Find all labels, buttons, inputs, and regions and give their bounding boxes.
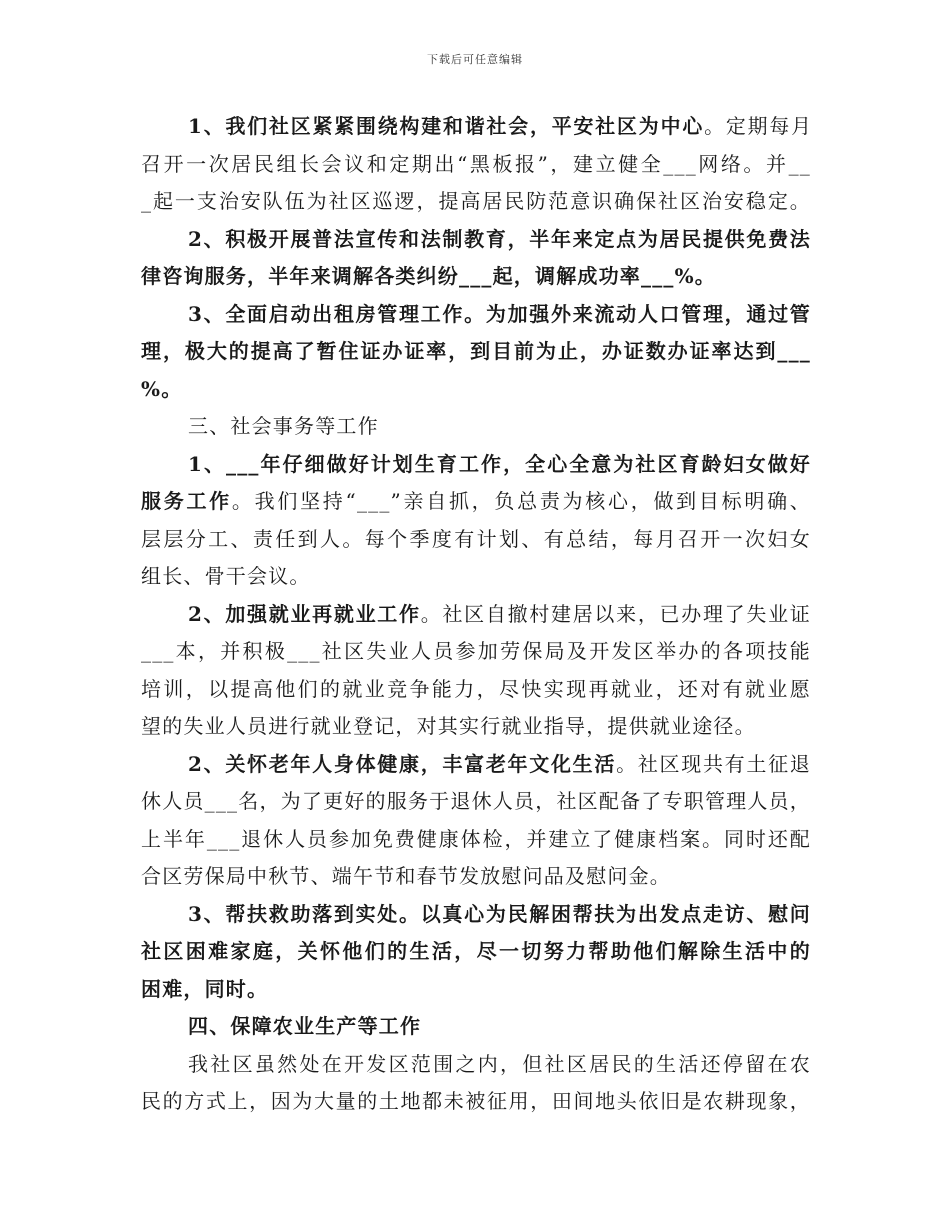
bold-text: 理，极大的提高了暂住证办证率，到目前为止，办证数办证率达到___ <box>141 339 811 363</box>
document-body <box>141 108 811 1121</box>
normal-text: ___本，并积极___社区失业人员参加劳保局及开发区举办的各项技能 <box>141 639 811 663</box>
text-line <box>141 1083 811 1121</box>
normal-text: 。社区现共有土征退 <box>616 751 811 776</box>
normal-text: 。定期每月 <box>704 115 811 138</box>
bold-text: 3、帮扶救助落到实处。以真心为民解困帮扶为出发点走访、慰问 <box>188 901 811 926</box>
text-line <box>141 446 811 484</box>
normal-text: 。我们坚持“___”亲自抓，负总责为核心，做到目标明确、 <box>231 489 811 513</box>
text-line <box>141 1046 811 1084</box>
normal-text: 我社区虽然处在开发区范围之内，但社区居民的生活还停留在农 <box>188 1051 811 1076</box>
bold-text: 3、全面启动出租房管理工作。为加强外来流动人口管理，通过管 <box>188 301 811 326</box>
bold-text: 1、___年仔细做好计划生育工作，全心全意为社区育龄妇女做好 <box>188 451 811 476</box>
page-header: 下载后可任意编辑 <box>427 53 523 66</box>
section-heading <box>141 1008 811 1046</box>
text-line <box>141 708 811 746</box>
text-line <box>141 558 811 596</box>
text-line <box>141 371 811 409</box>
text-line <box>141 858 811 896</box>
text-line <box>141 633 811 671</box>
bold-text: 社区困难家庭，关怀他们的生活，尽一切努力帮助他们解除生活中的 <box>141 939 811 963</box>
bold-text: 1、我们社区紧紧围绕构建和谐社会，平安社区为中心 <box>188 114 705 138</box>
text-line <box>141 221 811 259</box>
normal-text: 。社区自撤村建居以来，已办理了失业证 <box>420 601 811 626</box>
bold-text: 2、积极开展普法宣传和法制教育，半年来定点为居民提供免费法 <box>188 226 811 251</box>
text-line <box>141 821 811 859</box>
text-line <box>141 521 811 559</box>
bold-text: 2、加强就业再就业工作 <box>188 601 421 626</box>
text-line <box>141 333 811 371</box>
normal-text: 培训，以提高他们的就业竞争能力，尽快实现再就业，还对有就业愿 <box>141 676 811 701</box>
normal-text: 休人员___名，为了更好的服务于退休人员，社区配备了专职管理人员， <box>141 789 811 813</box>
bold-text: 四、保障农业生产等工作 <box>188 1014 422 1038</box>
text-line <box>141 896 811 934</box>
normal-text: _起一支治安队伍为社区巡逻，提高居民防范意识确保社区治安稳定。 <box>141 189 811 213</box>
text-line <box>141 183 811 221</box>
text-line <box>141 258 811 296</box>
text-line <box>141 483 811 521</box>
text-line <box>141 933 811 971</box>
normal-text: 三、社会事务等工作 <box>188 414 379 438</box>
text-line <box>141 108 811 146</box>
bold-text: 困难，同时。 <box>141 976 269 1001</box>
section-heading <box>141 408 811 446</box>
normal-text: 民的方式上，因为大量的土地都未被征用，田间地头依旧是农耕现象， <box>141 1089 811 1113</box>
bold-text: 服务工作 <box>141 489 232 513</box>
text-line <box>141 671 811 709</box>
text-line <box>141 296 811 334</box>
text-line <box>141 746 811 784</box>
text-line <box>141 146 811 184</box>
normal-text: 望的失业人员进行就业登记，对其实行就业指导，提供就业途径。 <box>141 714 756 738</box>
bold-text: 2、关怀老年人身体健康，丰富老年文化生活 <box>188 751 617 776</box>
normal-text: 上半年___退休人员参加免费健康体检，并建立了健康档案。同时还配 <box>141 826 811 851</box>
normal-text: 合区劳保局中秋节、端午节和春节发放慰问品及慰问金。 <box>141 864 671 888</box>
text-line <box>141 971 811 1009</box>
text-line <box>141 783 811 821</box>
bold-text: %。 <box>141 376 183 401</box>
bold-text: 律咨询服务，半年来调解各类纠纷___起，调解成功率___%。 <box>141 264 717 288</box>
normal-text: 组长、骨干会议。 <box>141 564 311 588</box>
normal-text: 召开一次居民组长会议和定期出“黑板报”，建立健全___网络。并__ <box>141 151 811 176</box>
normal-text: 层层分工、责任到人。每个季度有计划、有总结，每月召开一次妇女 <box>141 526 811 551</box>
text-line <box>141 596 811 634</box>
